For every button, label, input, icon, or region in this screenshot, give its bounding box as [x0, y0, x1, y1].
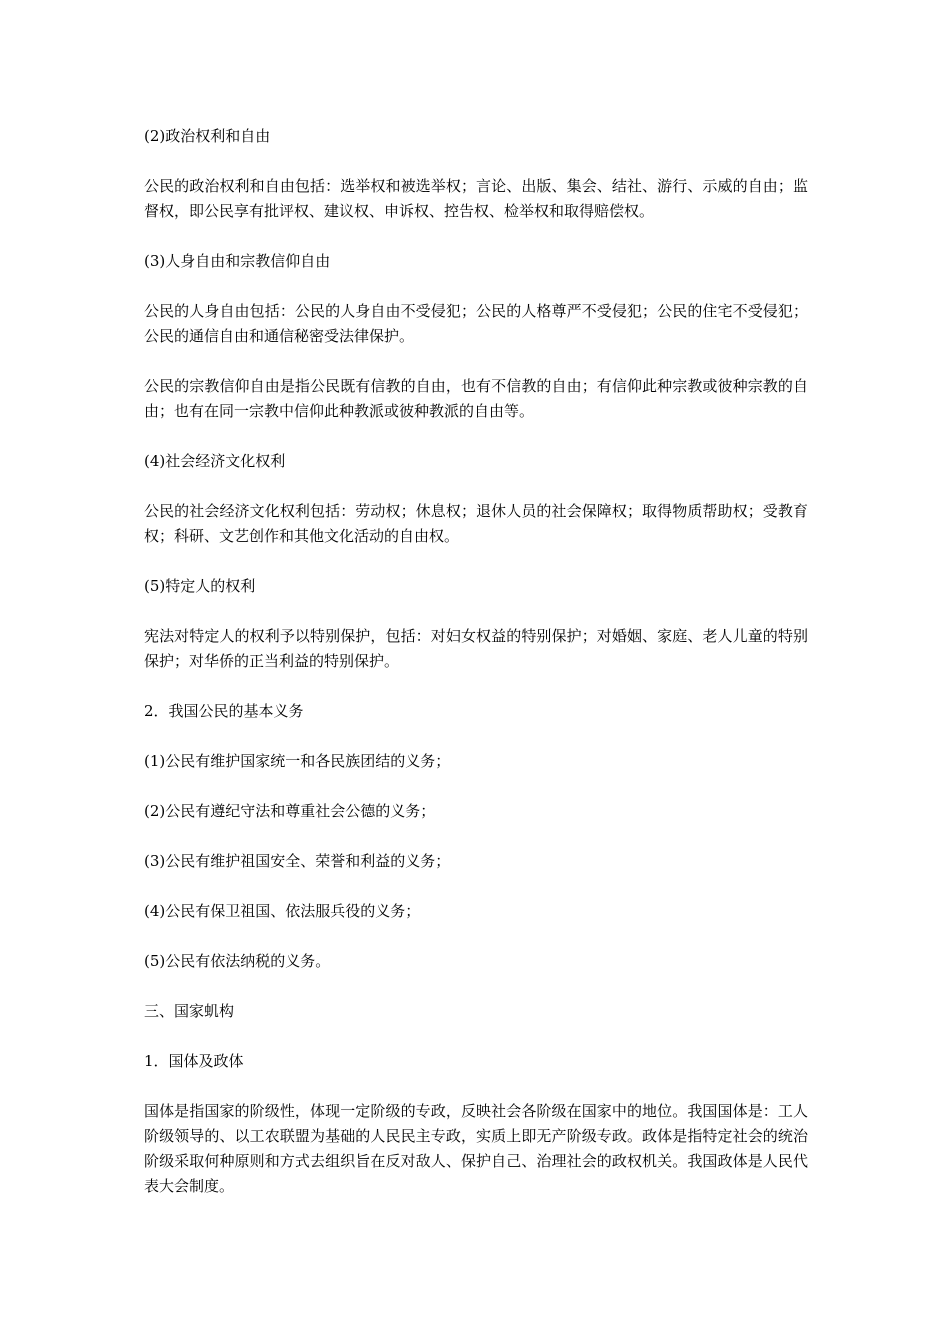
paragraph-special-persons-rights: 宪法对特定人的权利予以特别保护，包括：对妇女权益的特别保护；对婚姻、家庭、老人儿童的特别保护；对华侨的正当利益的特别保护。 [144, 627, 808, 670]
heading-state-organs: 三、国家虮构 [144, 1002, 235, 1020]
heading-state-system: 1．国体及政体 [144, 1052, 244, 1070]
heading-special-persons-rights: (5)特定人的权利 [144, 577, 256, 595]
heading-political-rights: (2)政治权利和自由 [144, 127, 271, 145]
duty-item-1: (1)公民有维护国家统一和各民族团结的义务； [144, 752, 451, 770]
document-page [144, 124, 808, 1224]
heading-socio-economic-rights: (4)社会经济文化权利 [144, 452, 286, 470]
heading-personal-religious-freedom: (3)人身自由和宗教信仰自由 [144, 252, 331, 270]
duty-item-5: (5)公民有依法纳税的义务。 [144, 952, 331, 970]
paragraph-political-rights: 公民的政治权利和自由包括：选举权和被选举权；言论、出版、集会、结社、游行、示威的自由；监督权，即公民享有批评权、建议权、申诉权、控告权、检举权和取得赔偿权。 [144, 177, 808, 220]
duty-item-2: (2)公民有遵纪守法和尊重社会公德的义务； [144, 802, 436, 820]
paragraph-socio-economic-rights: 公民的社会经济文化权利包括：劳动权；休息权；退休人员的社会保障权；取得物质帮助权；受教育权；科研、文艺创作和其他文化活动的自由权。 [144, 502, 808, 545]
heading-basic-duties: 2．我国公民的基本义务 [144, 702, 304, 720]
duty-item-3: (3)公民有维护祖国安全、荣誉和利益的义务； [144, 852, 451, 870]
duty-item-4: (4)公民有保卫祖国、依法服兵役的义务； [144, 902, 421, 920]
paragraph-religious-freedom: 公民的宗教信仰自由是指公民既有信教的自由，也有不信教的自由；有信仰此种宗教或彼种宗教的自由；也有在同一宗教中信仰此种教派或彼种教派的自由等。 [144, 377, 808, 420]
paragraph-personal-freedom: 公民的人身自由包括：公民的人身自由不受侵犯；公民的人格尊严不受侵犯；公民的住宅不受侵犯；公民的通信自由和通信秘密受法律保护。 [144, 302, 808, 345]
paragraph-state-system: 国体是指国家的阶级性，体现一定阶级的专政，反映社会各阶级在国家中的地位。我国国体是：工人阶级领导的、以工农联盟为基础的人民民主专政，实质上即无产阶级专政。政体是指特定社会的统治阶级采取何种原则和方式去组织旨在反对敌人、保护自己、治理社会的政权机关。我国政体是人民代表大会制度。 [144, 1102, 808, 1195]
